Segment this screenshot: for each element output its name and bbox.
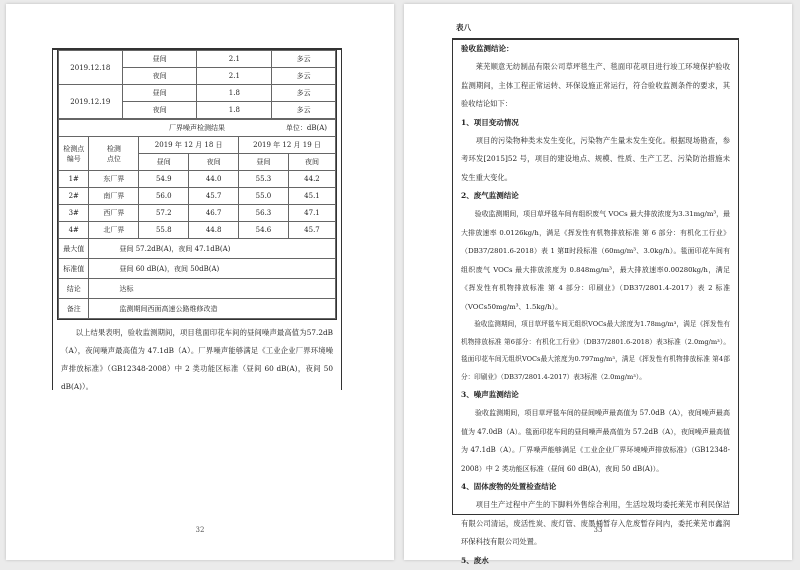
period-cell: 夜间 (122, 68, 197, 85)
date-cell: 2019.12.18 (59, 51, 123, 85)
noise-row (59, 222, 336, 239)
noise-row (59, 188, 336, 205)
noise-cell: 55.3 (239, 171, 289, 188)
noise-cell: 47.1 (288, 205, 335, 222)
weather-cell: 多云 (272, 68, 336, 85)
unit-label: 单位：dB(A) (285, 124, 327, 132)
header-day: 昼间 (139, 154, 189, 171)
noise-cell: 54.9 (139, 171, 189, 188)
speed-cell: 2.1 (197, 68, 272, 85)
summary-row (59, 259, 336, 279)
noise-cell: 57.2 (139, 205, 189, 222)
noise-cell: 45.7 (288, 222, 335, 239)
summary-label: 最大值 (59, 239, 89, 259)
weather-cell: 多云 (272, 51, 336, 68)
noise-cell: 北厂界 (89, 222, 139, 239)
heading: 验收监测结论： (461, 44, 514, 53)
noise-cell: 2# (59, 188, 89, 205)
section-4-text: 项目生产过程中产生的下脚料外售综合利用，生活垃圾均委托莱芜市利民保洁有限公司清运，废活性炭、废灯管、废墨桶暂存入危废暂存间内，委托莱芜市鑫润环保科技有限公司处置。 (461, 500, 730, 546)
noise-cell: 西厂界 (89, 205, 139, 222)
summary-row (59, 279, 336, 299)
noise-title-row (59, 120, 336, 137)
noise-cell: 44.0 (189, 171, 239, 188)
noise-cell: 55.8 (139, 222, 189, 239)
noise-cell: 45.7 (189, 188, 239, 205)
section-5-title: 5、废水 (461, 555, 489, 565)
page-number: 33 (593, 526, 603, 534)
summary-value: 昼间 57.2dB(A)，夜间 47.1dB(A) (89, 239, 336, 259)
speed-cell: 1.8 (197, 85, 272, 102)
noise-cell: 3# (59, 205, 89, 222)
page-number: 32 (195, 526, 205, 534)
section-2-text-2: 验收监测期间，项目草坪毯车间无组织VOCs最大浓度为1.78mg/m³，满足《挥发性有机物排放标准 第6部分：有机化工行业》（DB37/2801.6-2018）表3标准（2.0mg/m³）。毯面印花车间无组织VOCs最大浓度为0.797mg/m³，满足《挥发性有机物排放标准 第4部分：印刷业》（DB37/2801.4-2017）表3标准（2.0mg/m³）。 (461, 320, 730, 381)
noise-table (58, 119, 336, 319)
section-3-title: 3、噪声监测结论 (461, 390, 519, 399)
header-night: 夜间 (288, 154, 335, 171)
header-location: 检测点位 (89, 137, 139, 171)
noise-cell: 南厂界 (89, 188, 139, 205)
header-date1: 2019 年 12 月 18 日 (139, 137, 239, 154)
report-box (52, 48, 342, 390)
noise-title: 厂界噪声检测结果 (169, 124, 225, 132)
noise-row (59, 205, 336, 222)
noise-cell: 4# (59, 222, 89, 239)
period-cell: 昼间 (122, 85, 197, 102)
noise-cell: 44.2 (288, 171, 335, 188)
section-3-text: 验收监测期间，项目草坪毯车间的昼间噪声最高值为 57.0dB（A），夜间噪声最高值为 47.0dB（A）。毯面印花车间的昼间噪声最高值为 57.2dB（A），夜间噪声最高值为 47.1dB（A）。厂界噪声能够满足《工业企业厂界环境噪声排放标准》（GB12348-2008）中 2 类功能区标准（昼间 60 dB(A)，夜间 50 dB(A)）。 (461, 409, 730, 473)
speed-cell: 2.1 (197, 51, 272, 68)
noise-cell: 56.0 (139, 188, 189, 205)
page-32 (6, 4, 394, 560)
noise-cell: 46.7 (189, 205, 239, 222)
date-cell: 2019.12.19 (59, 85, 123, 119)
noise-row (59, 171, 336, 188)
section-1-title: 1、项目变动情况 (461, 117, 519, 127)
weather-table (58, 50, 336, 119)
period-cell: 夜间 (122, 102, 197, 119)
header-night: 夜间 (189, 154, 239, 171)
weather-cell: 多云 (272, 102, 336, 119)
noise-cell: 44.8 (189, 222, 239, 239)
summary-value: 昼间 60 dB(A)，夜间 50dB(A) (89, 259, 336, 279)
noise-cell: 56.3 (239, 205, 289, 222)
page-33 (404, 4, 792, 565)
summary-row (59, 299, 336, 319)
intro-text: 莱芜顺意无纺制品有限公司草坪毯生产、毯面印花项目进行竣工环境保护验收监测期间，主体工程正常运转、环保设施正常运行，符合验收监测条件的要求，其验收结论如下： (461, 62, 730, 108)
summary-row (59, 239, 336, 259)
noise-cell: 东厂界 (89, 171, 139, 188)
summary-label: 结论 (59, 279, 89, 299)
noise-cell: 45.1 (288, 188, 335, 205)
result-paragraph: 以上结果表明，验收监测期间，项目毯面印花车间的昼间噪声最高值为57.2dB（A），夜间噪声最高值为 47.1dB（A）。厂界噪声能够满足《工业企业厂界环境噪声排放标准》（GB12348-2008）中 2 类功能区标准（昼间 60 dB(A)，夜间 50 dB(A)）。 (61, 328, 333, 391)
noise-cell: 54.6 (239, 222, 289, 239)
summary-value: 达标 (89, 279, 336, 299)
table-title: 表八 (456, 23, 471, 32)
summary-label: 标准值 (59, 259, 89, 279)
noise-cell: 1# (59, 171, 89, 188)
weather-cell: 多云 (272, 85, 336, 102)
summary-value: 监测期间西面高速公路维修改造 (89, 299, 336, 319)
header-id: 检测点编号 (59, 137, 89, 171)
noise-cell: 55.0 (239, 188, 289, 205)
section-2-text-1: 验收监测期间，项目草坪毯车间有组织废气 VOCs 最大排放浓度为3.31mg/m³，最大排放速率 0.0126kg/h，满足《挥发性有机物排放标准 第 6 部分：有机化工行业》（DB37/2801.6-2018）表 1 第Ⅱ时段标准（60mg/m³、3.0kg/h）。毯面印花车间有组织废气 VOCs 最大排放浓度为 0.848mg/m³，最大排放速率0.00280kg/h，满足《挥发性有机物排放标准 第 4 部分：印刷业》（DB37/2801.4-2017）表 2 标准（VOCs50mg/m³、1.5kg/h）。 (461, 210, 730, 311)
conclusion-box (452, 38, 739, 565)
header-day: 昼间 (239, 154, 289, 171)
speed-cell: 1.8 (197, 102, 272, 119)
section-4-title: 4、固体废物的处置检查结论 (461, 482, 557, 491)
summary-label: 备注 (59, 299, 89, 319)
period-cell: 昼间 (122, 51, 197, 68)
section-1-text: 项目的污染物种类未发生变化，污染物产生量未发生变化。根据现场勘查，参考环发[2015]52 号，项目的建设地点、规模、性质、生产工艺、污染防治措施未发生重大变化。 (461, 135, 730, 182)
header-date2: 2019 年 12 月 19 日 (239, 137, 336, 154)
section-2-title: 2、废气监测结论 (461, 191, 519, 200)
